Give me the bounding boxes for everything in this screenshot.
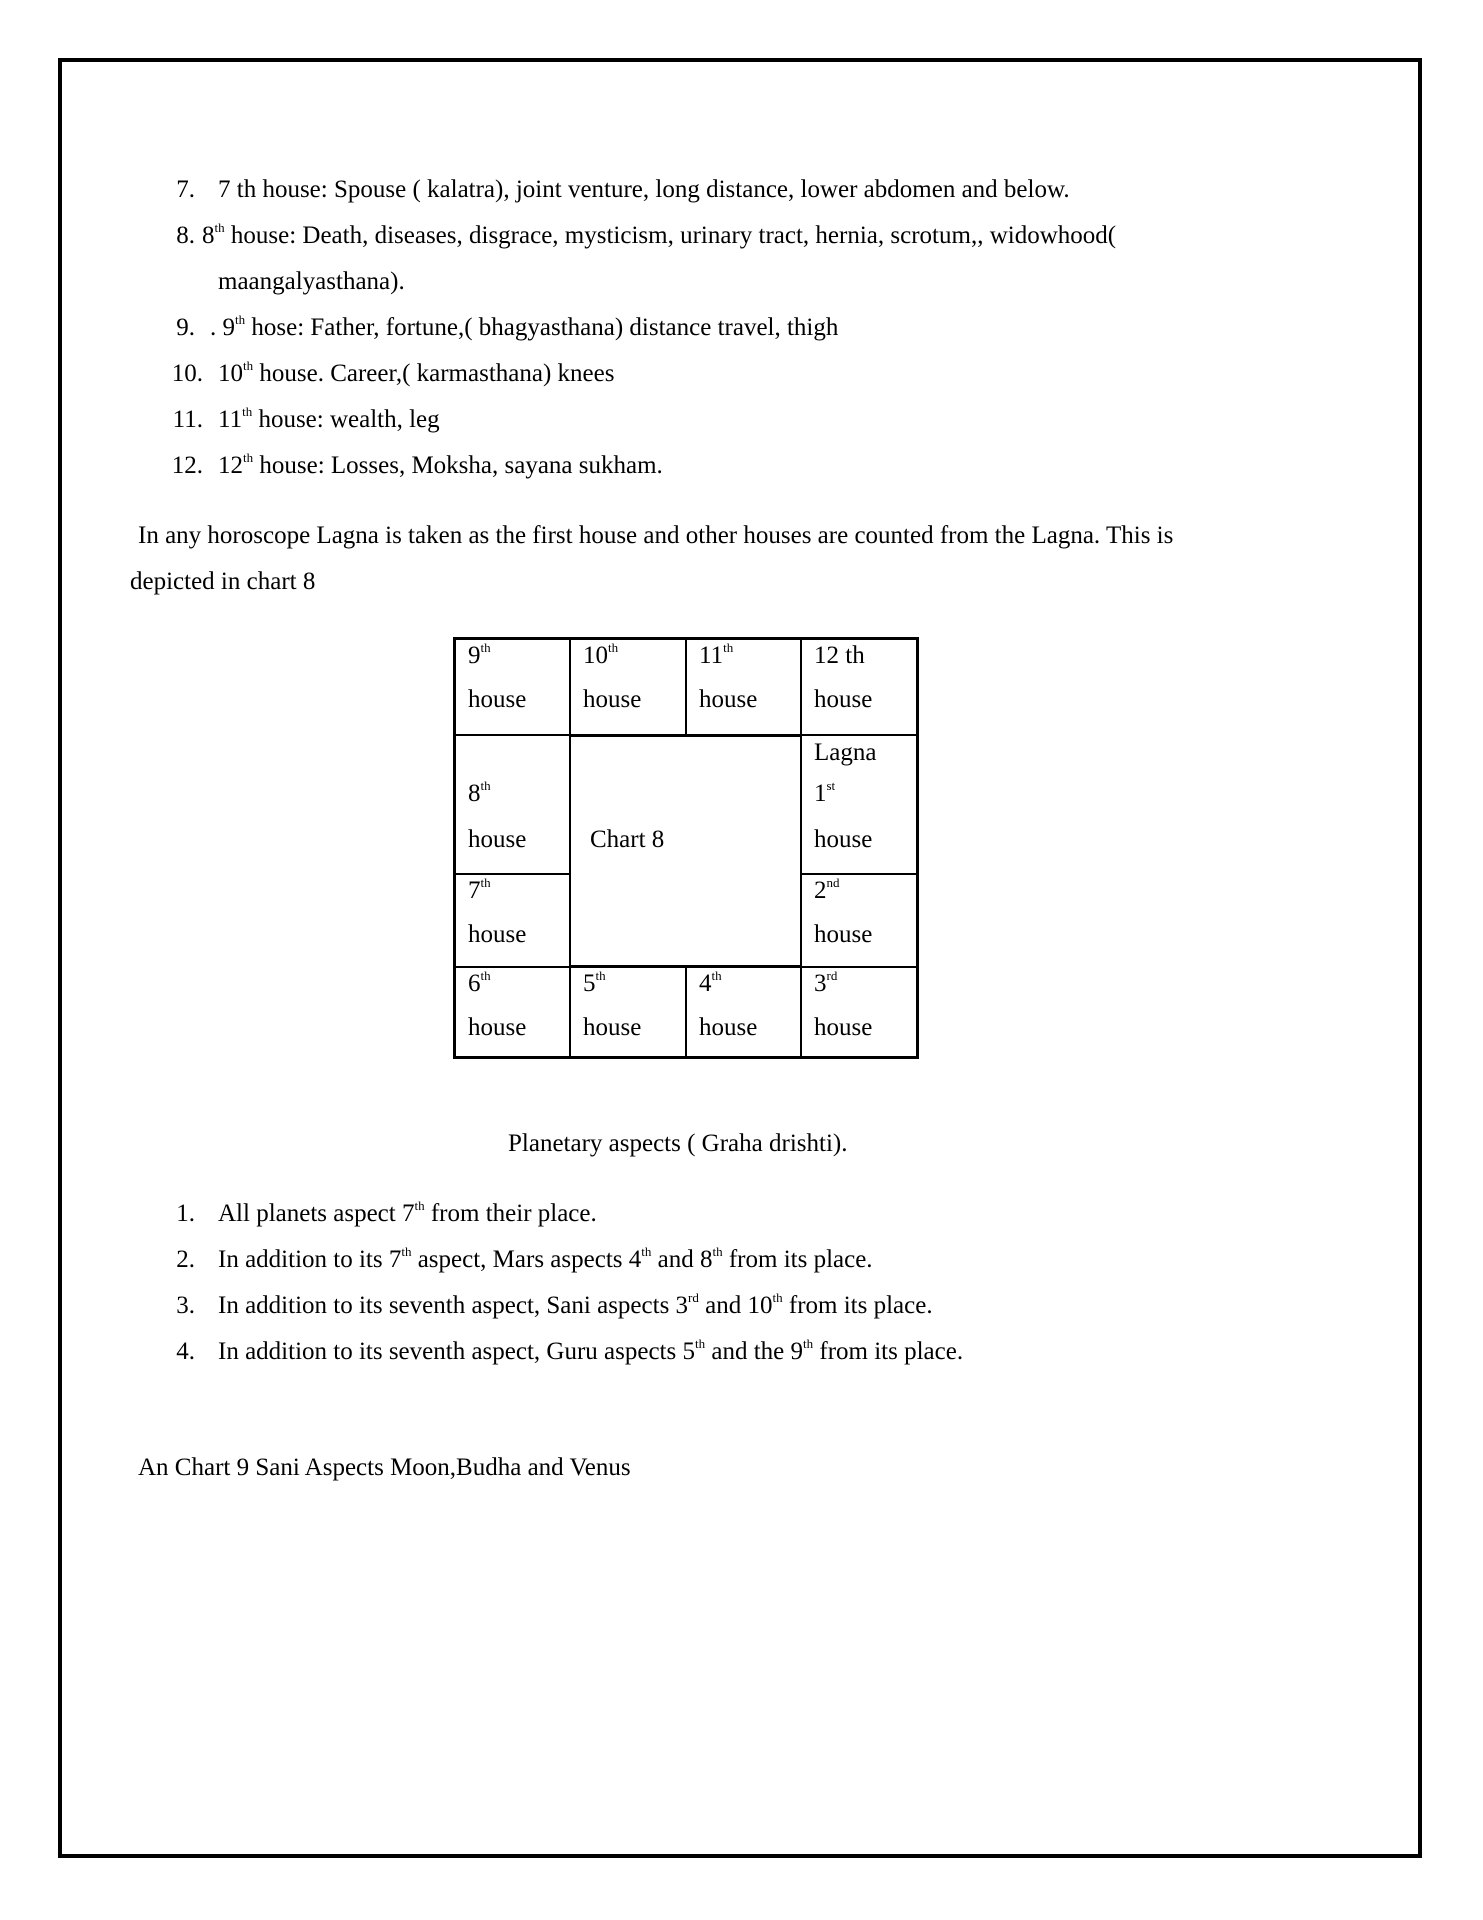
list-item: . 9th hose: Father, fortune,( bhagyasthana) distance travel, thigh: [210, 312, 839, 341]
chart-cell-1st-house-lagna: Lagna 1st house: [814, 739, 877, 853]
chart-center: [571, 737, 800, 965]
list-item: 8th house: Death, diseases, disgrace, mysticism, urinary tract, hernia, scrotum,, widowhood(: [202, 220, 1117, 249]
list-number: 10.: [171, 360, 203, 387]
chart-cell-11th-house: 11th house: [699, 640, 758, 713]
aspects-heading: Planetary aspects ( Graha drishti).: [508, 1130, 848, 1157]
list-item: 10th house. Career,( karmasthana) knees: [218, 358, 615, 387]
chart-cell-12th-house: 12 th house: [814, 642, 873, 713]
list-item: 7 th house: Spouse ( kalatra), joint venture, long distance, lower abdomen and below.: [218, 176, 1070, 203]
intro-line-2: depicted in chart 8: [130, 568, 316, 595]
chart-8-grid: [453, 637, 919, 1059]
chart-cell-3rd-house: 3rd house: [814, 968, 873, 1041]
list-item-continuation: maangalyasthana).: [218, 268, 405, 295]
list-item: In addition to its seventh aspect, Sani aspects 3rd and 10th from its place.: [218, 1290, 933, 1319]
list-number: 12.: [171, 452, 203, 479]
chart-cell-9th-house: 9th house: [468, 640, 527, 713]
list-number: 2.: [176, 1246, 195, 1273]
chart-cell-7th-house: 7th house: [468, 875, 527, 948]
chart-cell-8th-house: 8th house: [468, 778, 527, 853]
closing-line: An Chart 9 Sani Aspects Moon,Budha and Venus: [138, 1454, 631, 1481]
list-number: 8.: [176, 222, 195, 249]
list-item: 12th house: Losses, Moksha, sayana sukham.: [218, 450, 663, 479]
list-number: 3.: [176, 1292, 195, 1319]
list-number: 9.: [176, 314, 195, 341]
list-item: All planets aspect 7th from their place.: [218, 1198, 597, 1227]
chart-cell-2nd-house: 2nd house: [814, 875, 873, 948]
intro-line-1: In any horoscope Lagna is taken as the first house and other houses are counted from the Lagna. This is: [138, 522, 1174, 549]
list-item: In addition to its seventh aspect, Guru aspects 5th and the 9th from its place.: [218, 1336, 964, 1365]
list-number: 4.: [176, 1338, 195, 1365]
list-number: 7.: [176, 176, 195, 203]
list-item: 11th house: wealth, leg: [218, 404, 440, 433]
list-item: In addition to its 7th aspect, Mars aspects 4th and 8th from its place.: [218, 1244, 873, 1273]
chart-cell-10th-house: 10th house: [583, 640, 642, 713]
list-number: 11.: [172, 406, 203, 433]
chart-title: Chart 8: [590, 826, 665, 853]
chart-cell-4th-house: 4th house: [699, 968, 758, 1041]
chart-cell-5th-house: 5th house: [583, 968, 642, 1041]
list-number: 1.: [176, 1200, 195, 1227]
chart-cell-6th-house: 6th house: [468, 968, 527, 1041]
